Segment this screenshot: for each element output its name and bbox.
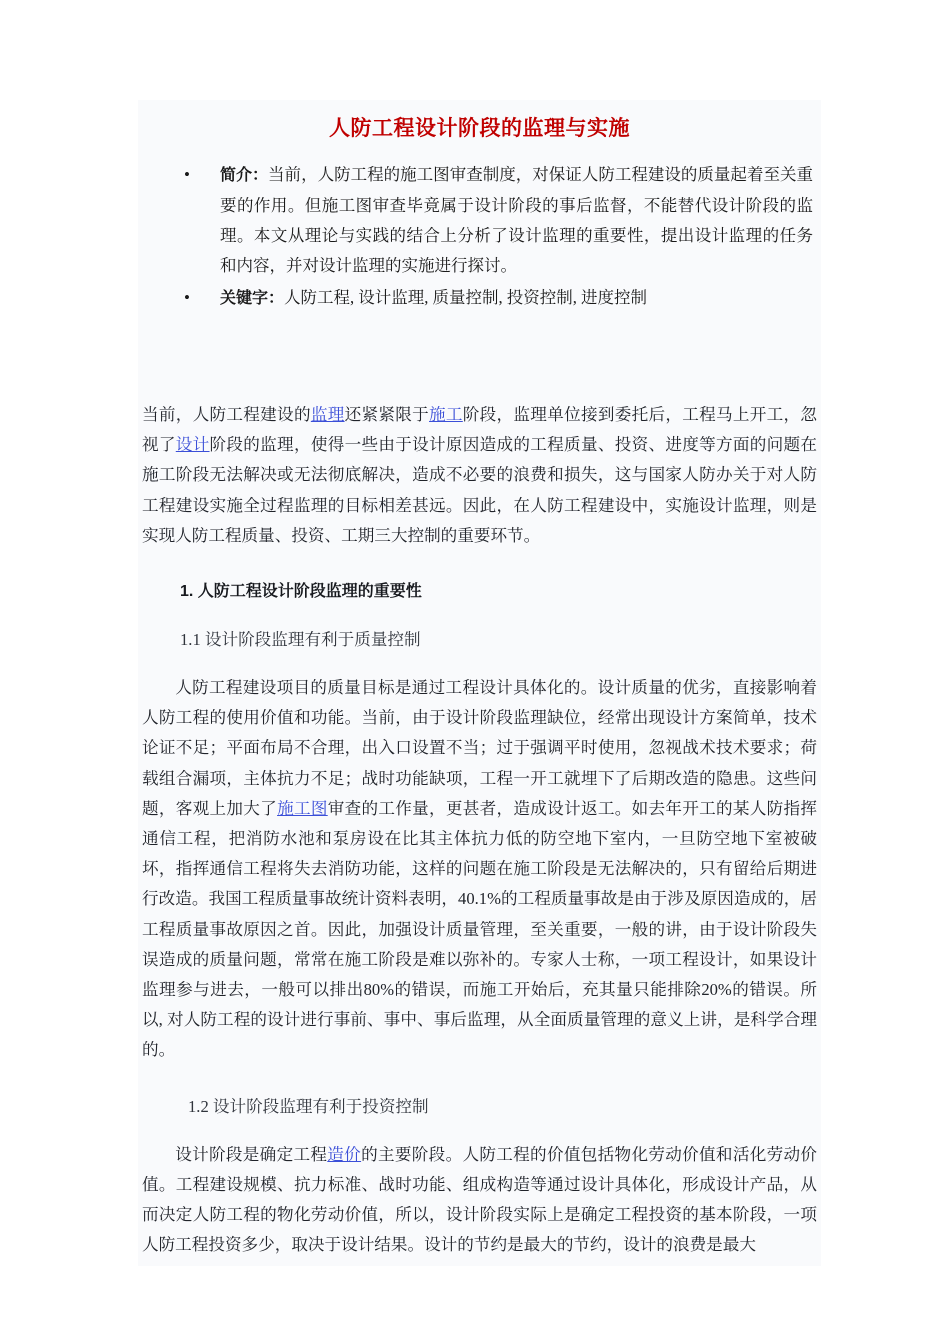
bullet-icon: • — [184, 288, 190, 307]
list-item-keywords — [138, 283, 813, 314]
paragraph-gap — [142, 1122, 817, 1140]
link-cost[interactable]: 造价 — [327, 1144, 362, 1164]
intro-text-b: 还紧紧限于 — [344, 405, 430, 424]
paragraph-gap — [142, 1066, 817, 1092]
bullet-icon: • — [184, 165, 190, 184]
paragraph-gap — [142, 655, 817, 673]
link-supervision[interactable]: 监理 — [310, 405, 345, 424]
page-title: 人防工程设计阶段的监理与实施 — [329, 117, 630, 140]
paragraph-gap — [142, 607, 817, 625]
paragraph-intro — [142, 400, 817, 551]
summary-text: 当前，人防工程的施工图审查制度，对保证人防工程建设的质量起着至关重要的作用。但施工图审查毕竟属于设计阶段的事后监督，不能替代设计阶段的监理。本文从理论与实践的结合上分析了设计监理的重要性，提出设计监理的任务和内容，并对设计监理的实施进行探讨。 — [220, 165, 813, 275]
sec12-text-b: 的主要阶段。人防工程的价值包括物化劳动价值和活化劳动价值。工程建设规模、抗力标准、战时功能、组成构造等通过设计具体化，形成设计产品，从而决定人防工程的物化劳动价值，所以，设计阶段实际上是确定工程投资的基本阶段，一项人防工程投资多少，取决于设计结果。设计的节约是最大的节约，设计的浪费是最大 — [142, 1144, 818, 1255]
paragraph-section-1-2 — [142, 1140, 817, 1261]
intro-text-c: 阶段，监理单位接到委托后，工程马上开工，忽视了 — [142, 405, 818, 455]
intro-text-a: 当前，人防工程建设的 — [142, 405, 311, 424]
paragraph-gap — [142, 551, 817, 577]
link-construction-drawing[interactable]: 施工图 — [277, 798, 328, 818]
keywords-label: 关键字： — [220, 290, 285, 307]
paragraph-section-1-1 — [142, 673, 817, 1066]
list-item-summary — [138, 160, 813, 281]
heading-section-1: 1. 人防工程设计阶段监理的重要性 — [180, 583, 422, 601]
abstract-list — [138, 156, 821, 326]
section-gap — [138, 326, 821, 400]
sec11-text-a: 人防工程建设项目的质量目标是通过工程设计具体化的。设计质量的优劣，直接影响着人防工程的使用价值和功能。当前，由于设计阶段监理缺位，经常出现设计方案简单，技术论证不足；平面布局不合理，出入口设置不当；过于强调平时使用，忽视战术技术要求；荷载组合漏项，主体抗力不足；战时功能缺项，工程一开工就埋下了后期改造的隐患。这些问题，客观上加大了 — [142, 678, 817, 818]
sec11-text-b: 审查的工作量，更甚者，造成设计返工。如去年开工的某人防指挥通信工程，把消防水池和泵房设在比其主体抗力低的防空地下室内，一旦防空地下室被破坏，指挥通信工程将失去消防功能，这样的问题在施工阶段是无法解决的，只有留给后期进行改造。我国工程质量事故统计资料表明，40.1%的工程质量事故是由于涉及原因造成的，居工程质量事故原因之首。因此，加强设计质量管理，至关重要，一般的讲，由于设计阶段失误造成的质量问题，常常在施工阶段是难以弥补的。专家人士称，一项工程设计，如果设计监理参与进去，一般可以排出80%的错误，而施工开始后，充其量只能排除20%的错误。所以, 对人防工程的设计进行事前、事中、事后监理，从全面质量管理的意义上讲，是科学合理的。 — [142, 798, 818, 1060]
link-construction[interactable]: 施工 — [429, 405, 463, 424]
sec12-text-a: 设计阶段是确定工程 — [175, 1144, 328, 1164]
heading-section-1-1: 1.1 设计阶段监理有利于质量控制 — [180, 630, 421, 650]
summary-label: 简介： — [220, 167, 269, 184]
heading-section-1-2: 1.2 设计阶段监理有利于投资控制 — [188, 1096, 429, 1116]
intro-text-d: 阶段的监理，使得一些由于设计原因造成的工程质量、投资、进度等方面的问题在施工阶段无法解决或无法彻底解决，造成不必要的浪费和损失，这与国家人防办关于对人防工程建设实施全过程监理的目标相差甚远。因此，在人防工程建设中，实施设计监理，则是实现人防工程质量、投资、工期三大控制的重要环节。 — [142, 435, 818, 545]
keywords-text: 人防工程, 设计监理, 质量控制, 投资控制, 进度控制 — [284, 288, 648, 307]
article-body — [138, 400, 821, 1266]
article-content-block — [138, 100, 821, 1266]
link-design[interactable]: 设计 — [175, 435, 210, 455]
